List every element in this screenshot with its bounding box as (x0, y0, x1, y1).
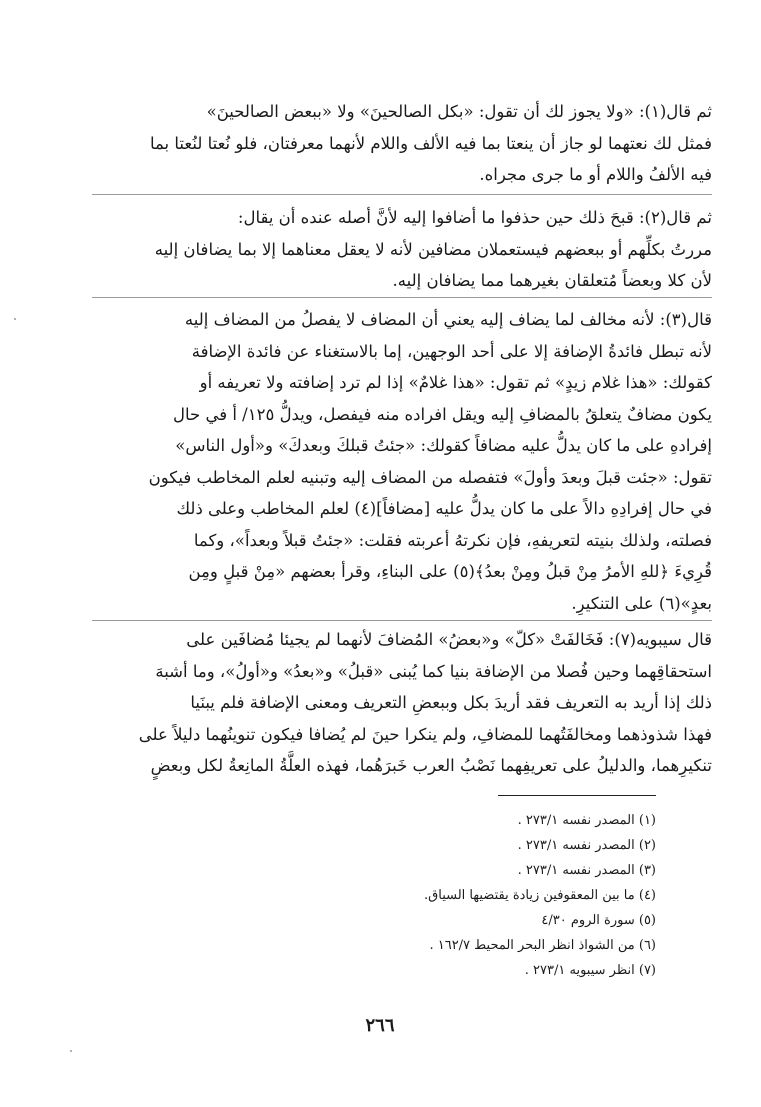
text-line: لأن كلا وبعضاً مُتعلقان بغيرهما مما يضافان إليه. (392, 271, 712, 290)
text-line: قال سيبويه(٧): فَخَالفَتْ «كلّ» و«بعضُ» المُضافَ لأنهما لم يجيئا مُضافَين على (186, 630, 712, 649)
text-line: فمثل لك نعتهما لو جاز أن ينعتا بما فيه الألف واللام لأنهما معرفتان، فلو نُعتا لنُعتا بما (149, 133, 712, 153)
footnote-rule (498, 795, 656, 796)
text-line: إفرادهِ على ما كان يدلُّ عليه مضافاً كقولك: «جئتُ قبلكَ وبعدكَ» و«أول الناس» (175, 436, 712, 455)
paragraph-separator (92, 620, 712, 621)
paragraph-separator (92, 194, 712, 195)
text-line: تقول: «جئت قبلَ وبعدَ وأولَ» فتفصله من المضاف إليه وتبنيه لعلم المخاطب فيكون (148, 467, 712, 487)
footnotes (320, 808, 656, 983)
scan-speck (14, 318, 16, 320)
text-line: ذلك إذا أريد به التعريف فقد أريدَ بكل وببعضِ التعريف ومعنى الإضافة فلم يبنَيا (190, 693, 712, 712)
text-line: فصلته، ولذلك بنيته لتعريفهِ، فإن نكرتهُ أعربته فقلت: «جئتُ قبلاً وبعداً»، وكما (193, 530, 712, 550)
text-line: استحقاقِهما وحين فُصلا من الإضافة بنيا كما يُبنى «قبلُ» و«بعدُ» و«أولُ»، وما أشبهَ (155, 661, 712, 681)
text-line: ثم قال(٢): قبحَ ذلك حين حذفوا ما أضافوا إليه لأنَّ أصله عنده أن يقال: (237, 208, 712, 227)
page-number: ٢٦٦ (365, 1015, 395, 1036)
paragraph-2 (92, 202, 712, 297)
text-line: فيه الألفُ واللام أو ما جرى مجراه. (479, 165, 712, 184)
footnote-2: (٢) المصدر نفسه ٢٧٣/١ . (517, 838, 656, 853)
footnote-5: (٥) سورة الروم ٤/٣٠ (541, 913, 656, 928)
text-line: يكون مضافٌ يتعلقُ بالمضافِ إليه ويقل افراده منه فيفصل، ويدلُّ ١٢٥/ أ في حال (173, 404, 712, 424)
text-line: لأنه تبطل فائدةُ الإضافة إلا على أحد الوجهين، إما بالاستغناء عن فائدة الإضافة (191, 341, 712, 361)
text-line: في حال إفرادِهِ دالاً على ما كان يدلُّ عليه [مضافاً](٤) لعلم المخاطب وعلى ذلك (176, 499, 712, 518)
text-line: بعدٍ»(٦) على التنكيرِ. (571, 593, 712, 613)
text-line: قال(٣): لأنه مخالف لما يضاف إليه يعني أن المضاف لا يفصلُ من المضاف إليه (184, 310, 712, 329)
footnote-1: (١) المصدر نفسه ٢٧٣/١ . (517, 813, 656, 828)
footnote-3: (٣) المصدر نفسه ٢٧٣/١ . (517, 863, 656, 878)
text-line: قُرِيءَ ﴿للهِ الأمرُ مِنْ قبلُ ومِنْ بعدُ﴾(٥) على البناءِ، وقرأ بعضهم «مِنْ قبلٍ ومِن (188, 562, 712, 581)
paragraph-1 (92, 96, 712, 191)
footnote-7: (٧) انظر سيبويه ٢٧٣/١ . (524, 963, 656, 978)
paragraph-3 (92, 304, 712, 619)
paragraph-4 (92, 624, 712, 782)
scan-speck (70, 1050, 72, 1052)
footnote-6: (٦) من الشواذ انظر البحر المحيط ١٦٢/٧ . (429, 938, 656, 953)
text-line: كقولك: «هذا غلام زيدٍ» ثم تقول: «هذا غلامٌ» إذا لم ترد إضافته ولا تعريفه أو (199, 373, 712, 392)
text-line: تنكيرِهما، والدليلُ على تعريفِهما نَصْبُ العرب خَبرَهُما، فهذه العلَّةُ المانِعةُ لكل وبعضٍ (150, 756, 712, 775)
text-line: فهذا شذوذهما ومخالفَتُهما للمضافِ، ولم ينكرا حينَ لم يُضافا فيكون تنوينُهما دليلاً على (138, 724, 712, 744)
paragraph-separator (92, 297, 712, 298)
text-line: ثم قال(١): «ولا يجوز لك أن تقول: «بكل الصالحينَ» ولا «ببعض الصالحينَ» (206, 102, 712, 121)
footnote-4: (٤) ما بين المعقوفين زيادة يقتضيها السياق. (424, 888, 656, 903)
text-line: مررتُ بكلِّهم أو ببعضهم فيستعملان مضافين لأنه لا يعقل معناهما إلا بما يضافان إليه (154, 239, 712, 259)
